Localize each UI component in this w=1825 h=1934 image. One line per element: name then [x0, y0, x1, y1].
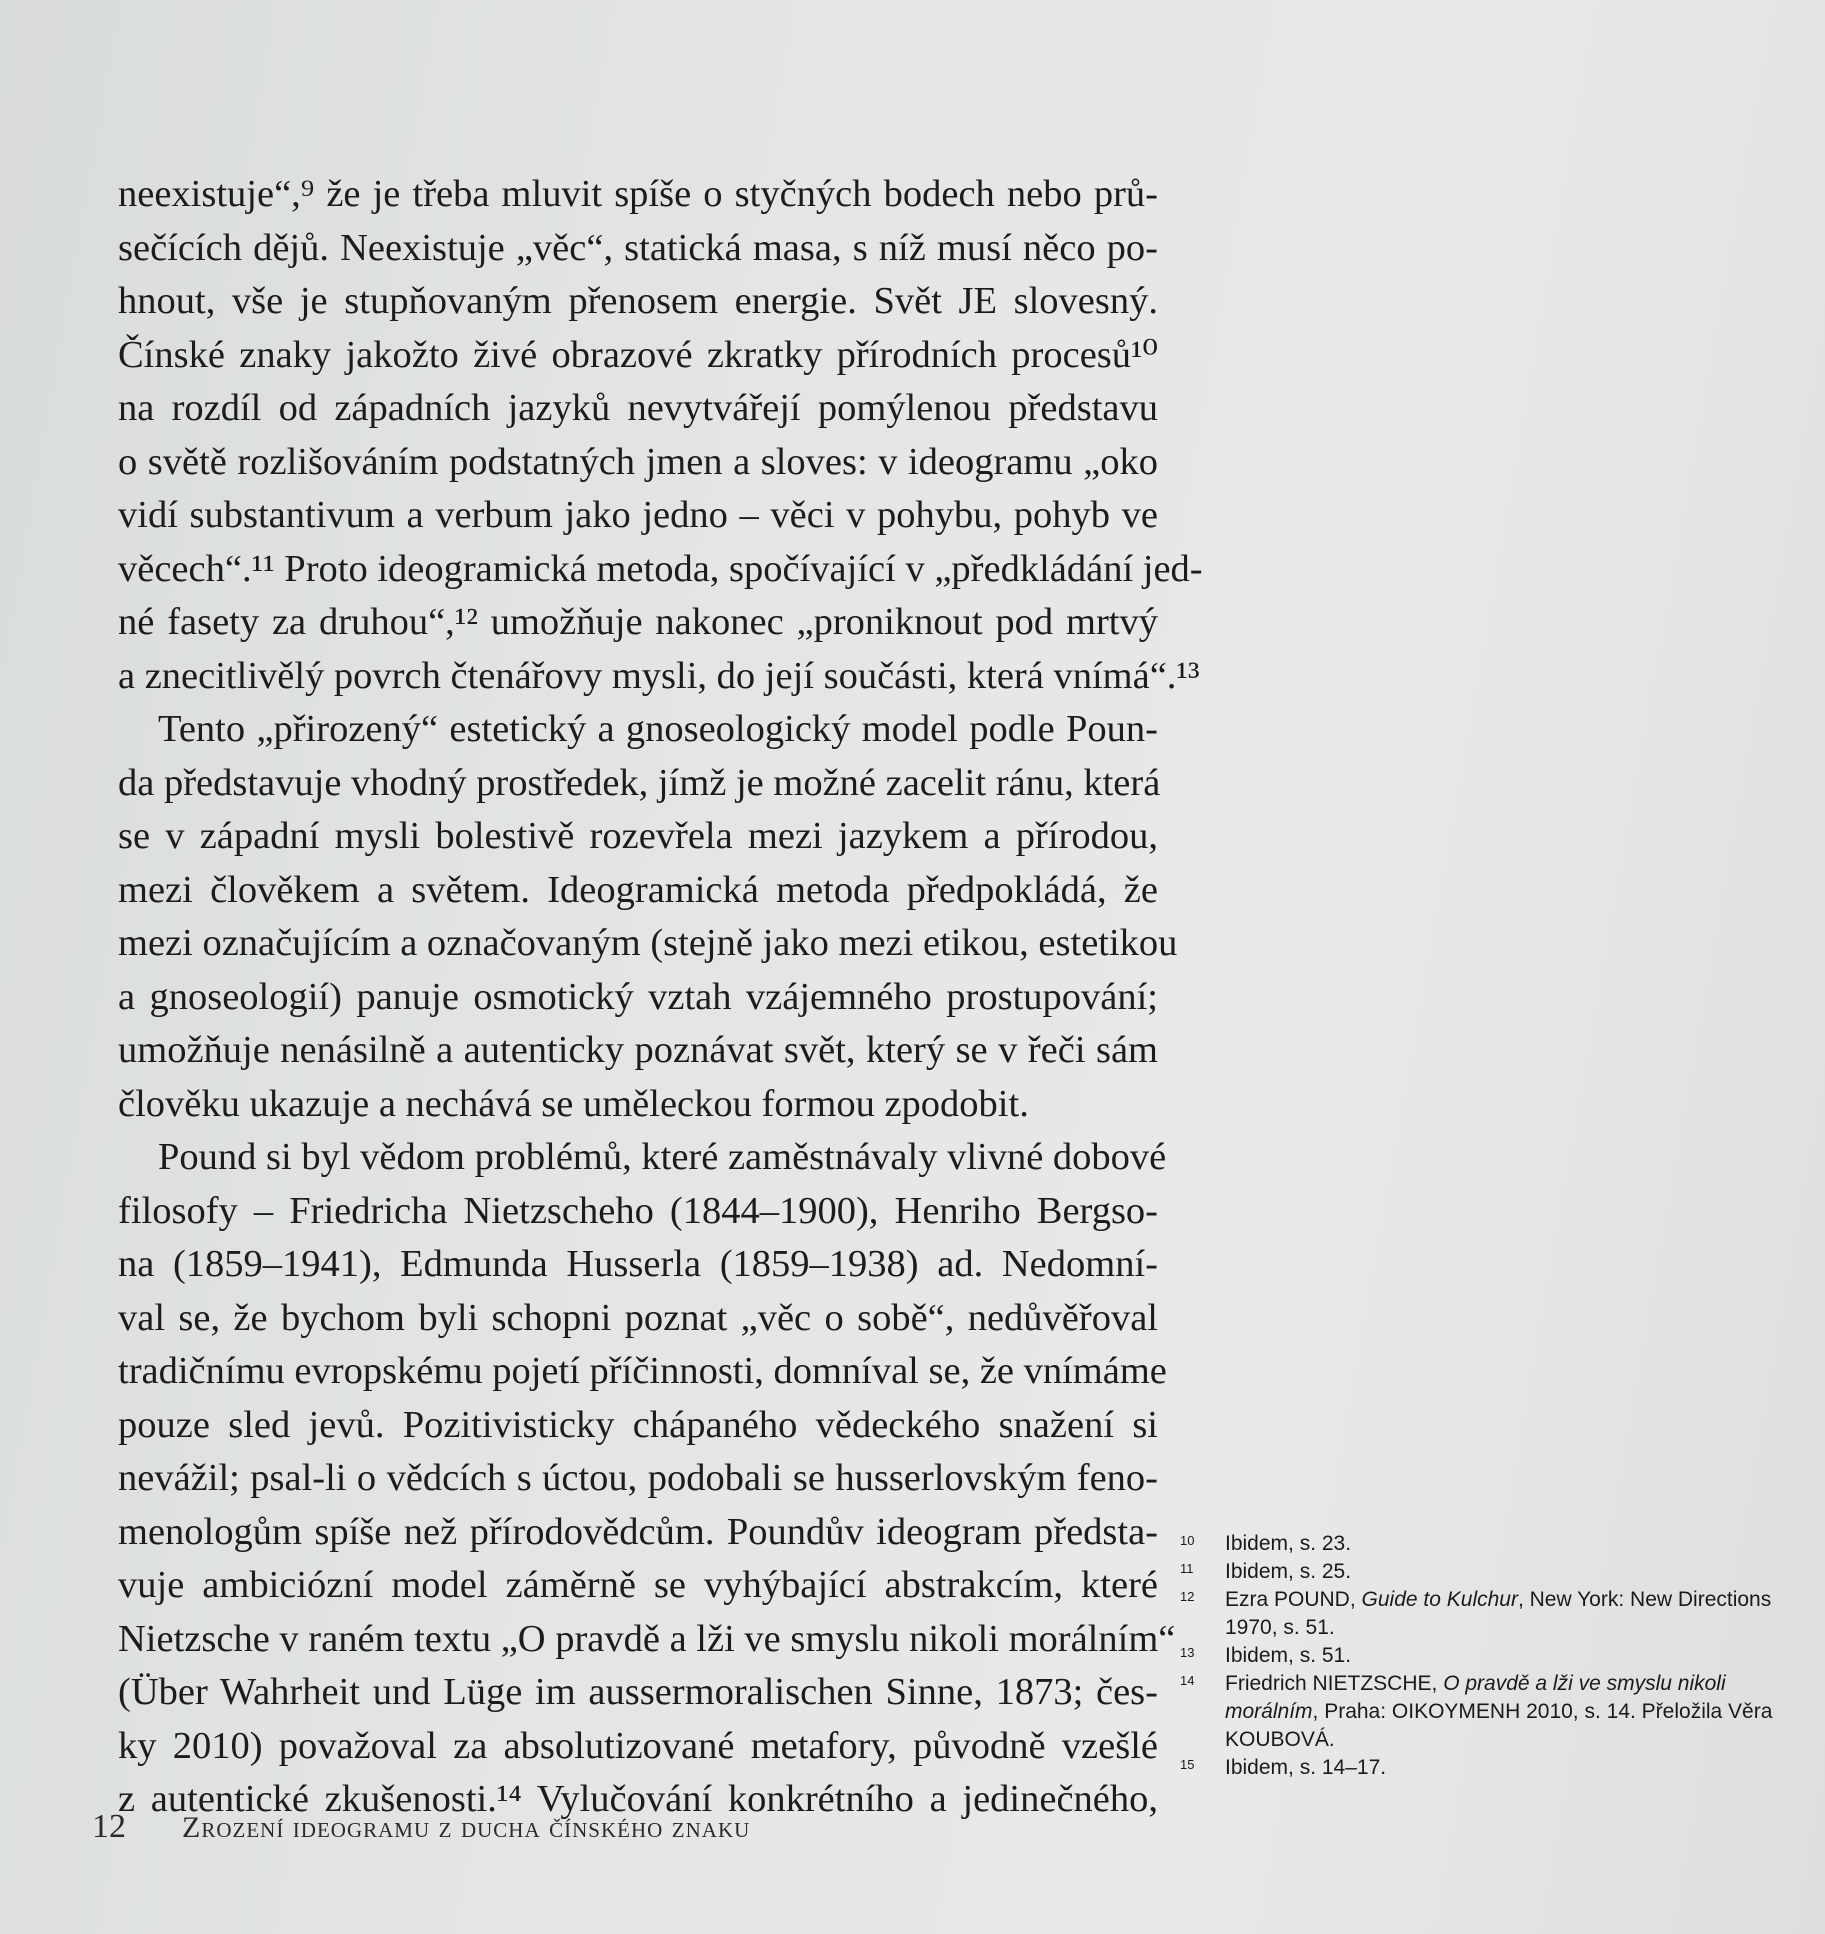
body-line: nevážil; psal-li o vědcích s úctou, podobali se husserlovským feno- — [118, 1457, 1158, 1499]
footnote-text — [1225, 1586, 1780, 1642]
body-line: věcech“.¹¹ Proto ideogramická metoda, spočívající v „předkládání jed- — [118, 547, 1203, 590]
body-line: sečících dějů. Neexistuje „věc“, statická masa, s níž musí něco po- — [118, 226, 1158, 269]
footnote-title: Guide to Kulchur — [1361, 1588, 1518, 1611]
footnote — [1180, 1530, 1780, 1558]
footnote-number: 13 — [1180, 1645, 1195, 1660]
body-line: tradičnímu evropskému pojetí příčinnosti, domníval se, že vnímáme — [118, 1350, 1167, 1392]
footnote — [1180, 1558, 1780, 1586]
body-line: se v západní mysli bolestivě rozevřela mezi jazykem a přírodou, — [118, 815, 1158, 857]
body-line: umožňuje nenásilně a autenticky poznávat svět, který se v řeči sám — [118, 1029, 1158, 1071]
body-line: val se, že bychom byli schopni poznat „věc o sobě“, nedůvěřoval — [118, 1296, 1158, 1339]
body-line: a znecitlivělý povrch čtenářovy mysli, do její součásti, která vnímá“.¹³ — [118, 654, 1200, 697]
body-line: z autentické zkušenosti.¹⁴ Vylučování konkrétního a jedinečného, — [118, 1778, 1158, 1820]
footnotes — [1180, 1530, 1780, 1782]
body-line: mezi označujícím a označovaným (stejně jako mezi etikou, estetikou — [118, 922, 1178, 964]
page-footer — [92, 1808, 750, 1846]
body-line: na rozdíl od západních jazyků nevytvářejí pomýlenou představu — [118, 387, 1158, 429]
body-line: o světě rozlišováním podstatných jmen a sloves: v ideogramu „oko — [118, 440, 1158, 483]
body-line: menologům spíše než přírodovědcům. Poundův ideogram předsta- — [118, 1510, 1158, 1553]
footnote-author: Friedrich NIETZSCHE, — [1225, 1672, 1444, 1695]
footnote — [1180, 1754, 1780, 1782]
body-line: Tento „přirozený“ estetický a gnoseologický model podle Poun- — [158, 708, 1158, 750]
footnote-text: Ibidem, s. 51. — [1225, 1644, 1352, 1667]
footnote-number: 15 — [1180, 1757, 1195, 1772]
footnote-number: 10 — [1180, 1533, 1195, 1548]
footnote-text — [1225, 1670, 1780, 1754]
body-line: vuje ambiciózní model záměrně se vyhýbající abstrakcím, které — [118, 1564, 1158, 1606]
body-line: a gnoseologií) panuje osmotický vztah vzájemného prostupování; — [118, 975, 1158, 1018]
running-head: Zrození ideogramu z ducha čínského znaku — [182, 1811, 751, 1844]
body-line: né fasety za druhou“,¹² umožňuje nakonec „proniknout pod mrtvý — [118, 601, 1158, 643]
footnote-title: O pravdě a lži ve smyslu nikoli morálním — [1225, 1672, 1726, 1723]
body-line: Čínské znaky jakožto živé obrazové zkratky přírodních procesů¹⁰ — [118, 333, 1158, 376]
page-number: 12 — [92, 1808, 126, 1845]
footnote-text: Ibidem, s. 25. — [1225, 1560, 1352, 1583]
body-line: da představuje vhodný prostředek, jímž je možné zacelit ránu, která — [118, 761, 1161, 804]
body-line: pouze sled jevů. Pozitivisticky chápaného vědeckého snažení si — [118, 1403, 1158, 1446]
body-line: Nietzsche v raném textu „O pravdě a lži ve smyslu nikoli morálním“ — [118, 1617, 1176, 1660]
footnote-number: 12 — [1180, 1589, 1195, 1604]
footnote-number: 11 — [1180, 1561, 1194, 1576]
footnote-author: Ezra POUND, — [1225, 1588, 1362, 1611]
footnote — [1180, 1642, 1780, 1670]
footnote — [1180, 1670, 1780, 1754]
body-line: mezi člověkem a světem. Ideogramická metoda předpokládá, že — [118, 868, 1158, 911]
body-line: (Über Wahrheit und Lüge im aussermoralischen Sinne, 1873; čes- — [118, 1671, 1158, 1713]
body-line: ky 2010) považoval za absolutizované metafory, původně vzešlé — [118, 1724, 1158, 1767]
body-line: neexistuje“,⁹ že je třeba mluvit spíše o styčných bodech nebo prů- — [118, 173, 1158, 215]
body-line: filosofy – Friedricha Nietzscheho (1844–1900), Henriho Bergso- — [118, 1189, 1158, 1232]
body-line: vidí substantivum a verbum jako jedno – věci v pohybu, pohyb ve — [118, 494, 1158, 536]
body-line: hnout, vše je stupňovaným přenosem energie. Svět JE slovesný. — [118, 280, 1158, 322]
body-line: člověku ukazuje a nechává se uměleckou formou zpodobit. — [118, 1082, 1029, 1125]
footnote-publication: , Praha: OIKOYMENH 2010, s. 14. Přeložila Věra KOUBOVÁ. — [1225, 1700, 1773, 1751]
footnote-text: Ibidem, s. 23. — [1225, 1532, 1352, 1555]
footnote-number: 14 — [1180, 1673, 1195, 1688]
footnote-publication: , New York: New Directions 1970, s. 51. — [1225, 1588, 1772, 1639]
body-line: na (1859–1941), Edmunda Husserla (1859–1938) ad. Nedomní- — [118, 1243, 1158, 1285]
footnote — [1180, 1586, 1780, 1642]
body-line: Pound si byl vědom problémů, které zaměstnávaly vlivné dobové — [158, 1136, 1167, 1178]
footnote-text: Ibidem, s. 14–17. — [1225, 1756, 1387, 1779]
